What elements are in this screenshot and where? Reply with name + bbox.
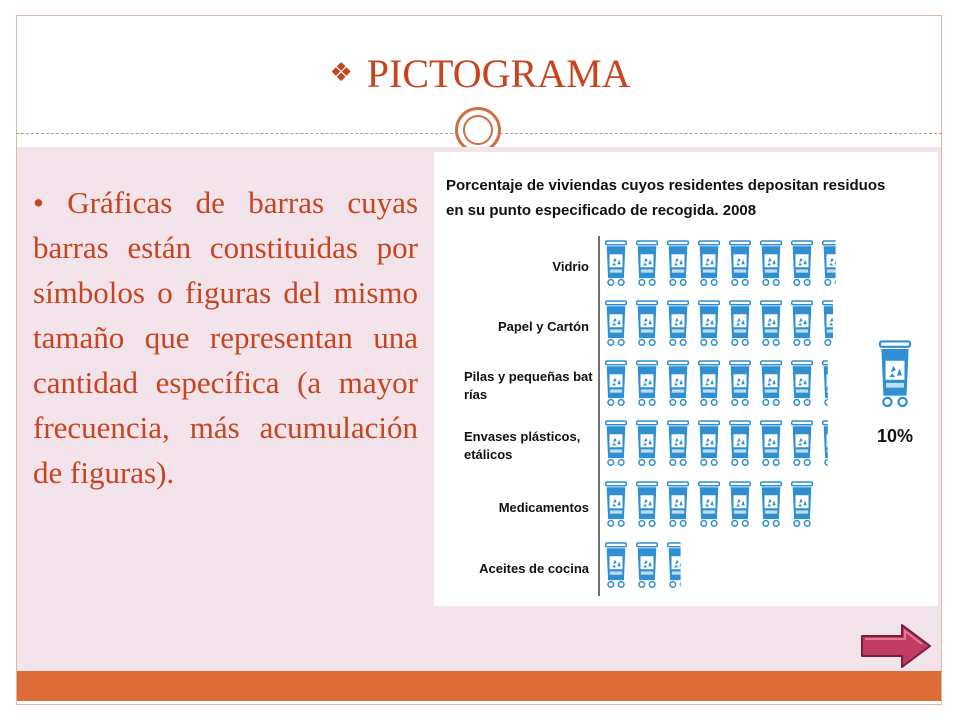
- bullet-marker: •: [33, 185, 44, 220]
- recycle-bin-icon: [606, 421, 627, 465]
- category-label: Aceites de cocina: [479, 561, 589, 576]
- recycle-bin-icon: [823, 241, 844, 285]
- title-text: PICTOGRAMA: [366, 51, 631, 96]
- diamond-bullet-icon: ❖: [329, 58, 353, 88]
- recycle-bin-icon: [823, 361, 844, 405]
- pictogram-bar: [606, 482, 813, 526]
- recycle-bin-icon: [730, 301, 751, 345]
- recycle-bin-icon: [761, 361, 782, 405]
- recycle-bin-icon: [730, 241, 751, 285]
- chart-title-line-2: en su punto especificado de recogida. 2008: [446, 202, 757, 219]
- recycle-bin-icon: [761, 241, 782, 285]
- recycle-bin-icon: [606, 301, 627, 345]
- recycle-bin-icon: [606, 361, 627, 405]
- recycle-bin-icon: [761, 421, 782, 465]
- recycle-bin-icon: [637, 361, 658, 405]
- recycle-bin-icon: [699, 361, 720, 405]
- recycle-bin-icon: [792, 482, 813, 526]
- recycle-bin-icon: [699, 301, 720, 345]
- recycle-bin-icon: [730, 482, 751, 526]
- chart-title-line-1: Porcentaje de viviendas cuyos residentes depositan residuos: [446, 177, 886, 194]
- recycle-bin-icon: [823, 301, 844, 345]
- recycle-bin-icon: [668, 241, 689, 285]
- recycle-bin-icon: [823, 421, 844, 465]
- recycle-bin-icon: [792, 421, 813, 465]
- pictogram-svg: [434, 152, 938, 606]
- pictogram-bar: [606, 241, 844, 285]
- recycle-bin-icon: [761, 301, 782, 345]
- category-label: Vidrio: [552, 259, 589, 274]
- recycle-bin-icon: [668, 543, 689, 587]
- footer-bar: [17, 671, 941, 701]
- category-label: Medicamentos: [498, 500, 589, 515]
- recycle-bin-icon: [761, 482, 782, 526]
- recycle-bin-icon: [792, 301, 813, 345]
- recycle-bin-icon: [730, 421, 751, 465]
- category-label: Pilas y pequeñas bat rías: [464, 369, 593, 402]
- pictogram-bar: [606, 301, 844, 345]
- category-label: Envases plásticos, etálicos: [464, 429, 584, 462]
- recycle-bin-icon: [606, 482, 627, 526]
- recycle-bin-icon: [637, 301, 658, 345]
- page-title: [0, 50, 960, 97]
- recycle-bin-icon: [668, 301, 689, 345]
- recycle-bin-icon: [668, 482, 689, 526]
- pictogram-chart: [434, 152, 938, 606]
- recycle-bin-icon: [606, 241, 627, 285]
- pictogram-bar: [606, 421, 844, 465]
- legend-bin-icon: [880, 341, 910, 406]
- bullet-text: Gráficas de barras cuyas barras están constituidas por símbolos o figuras del mismo tamaño que representan una cantidad específica (a mayor frecuencia, más acumulación de figuras).: [33, 185, 419, 490]
- next-arrow-icon[interactable]: [860, 622, 932, 670]
- recycle-bin-icon: [637, 241, 658, 285]
- legend-label: 10%: [876, 426, 914, 446]
- recycle-bin-icon: [637, 482, 658, 526]
- recycle-bin-icon: [699, 421, 720, 465]
- recycle-bin-icon: [668, 421, 689, 465]
- recycle-bin-icon: [792, 361, 813, 405]
- recycle-bin-icon: [606, 543, 627, 587]
- pictogram-bar: [606, 543, 689, 587]
- pictogram-bar: [606, 361, 844, 405]
- recycle-bin-icon: [792, 241, 813, 285]
- recycle-bin-icon: [637, 543, 658, 587]
- recycle-bin-icon: [637, 421, 658, 465]
- bullet-paragraph: [33, 180, 418, 495]
- category-label: Papel y Cartón: [497, 319, 589, 334]
- recycle-bin-icon: [730, 361, 751, 405]
- recycle-bin-icon: [699, 241, 720, 285]
- recycle-bin-icon: [668, 361, 689, 405]
- recycle-bin-icon: [699, 482, 720, 526]
